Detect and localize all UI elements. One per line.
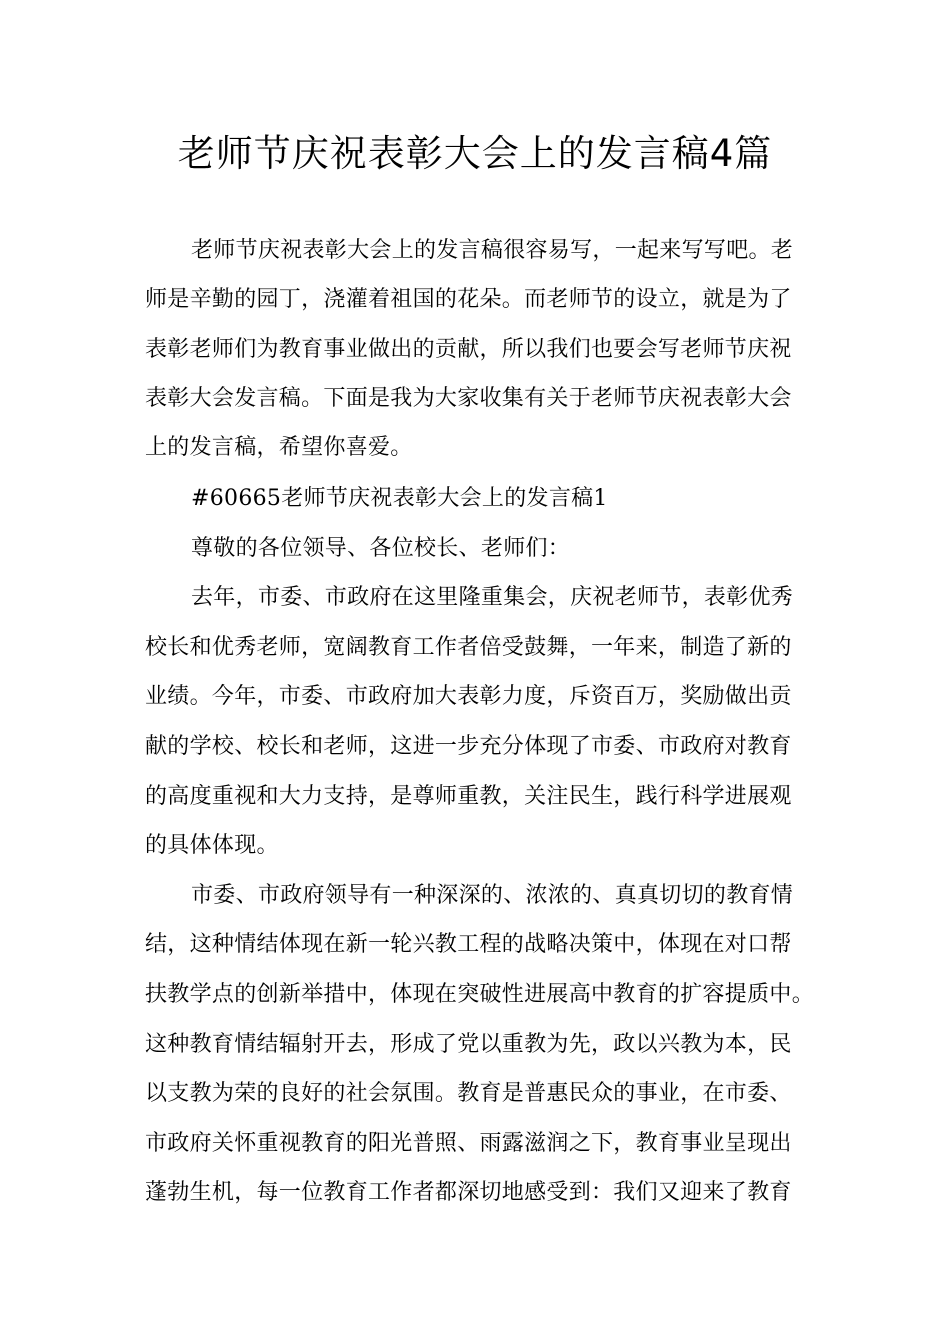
paragraph-line: 老师节庆祝表彰大会上的发言稿很容易写，一起来写写吧。老 [191,238,794,263]
paragraph-line: 师是辛勤的园丁，浇灌着祖国的花朵。而老师节的设立，就是为了 [145,287,792,312]
paragraph-line: 扶教学点的创新举措中，体现在突破性进展高中教育的扩容提质中。 [145,982,815,1007]
section-heading: #60665老师节庆祝表彰大会上的发言稿1 [191,486,608,511]
paragraph-line: 结，这种情结体现在新一轮兴教工程的战略决策中，体现在对口帮 [145,932,792,957]
paragraph-line: 校长和优秀老师，宽阔教育工作者倍受鼓舞，一年来，制造了新的 [145,635,792,660]
paragraph-line: 的高度重视和大力支持，是尊师重教，关注民生，践行科学进展观 [145,784,792,809]
paragraph-line: 市委、市政府领导有一种深深的、浓浓的、真真切切的教育情 [191,883,794,908]
document-title: 老师节庆祝表彰大会上的发言稿4篇 [177,132,773,175]
paragraph-line: 市政府关怀重视教育的阳光普照、雨露滋润之下，教育事业呈现出 [145,1131,792,1156]
paragraph-line: 业绩。今年，市委、市政府加大表彰力度，斥资百万，奖励做出贡 [145,684,792,709]
paragraph-line: 蓬勃生机，每一位教育工作者都深切地感受到：我们又迎来了教育 [145,1180,792,1205]
salutation-line: 尊敬的各位领导、各位校长、老师们： [191,536,571,561]
paragraph-line: 以支教为荣的良好的社会氛围。教育是普惠民众的事业，在市委、 [145,1081,792,1106]
paragraph-line: 这种教育情结辐射开去，形成了党以重教为先，政以兴教为本，民 [145,1032,792,1057]
paragraph-line: 上的发言稿，希望你喜爱。 [145,435,413,460]
paragraph-line: 献的学校、校长和老师，这进一步充分体现了市委、市政府对教育 [145,734,792,759]
paragraph-line: 去年，市委、市政府在这里隆重集会，庆祝老师节，表彰优秀 [191,585,794,610]
paragraph-line: 的具体体现。 [145,833,279,858]
paragraph-line: 表彰老师们为教育事业做出的贡献，所以我们也要会写老师节庆祝 [145,337,792,362]
paragraph-line: 表彰大会发言稿。下面是我为大家收集有关于老师节庆祝表彰大会 [145,386,792,411]
